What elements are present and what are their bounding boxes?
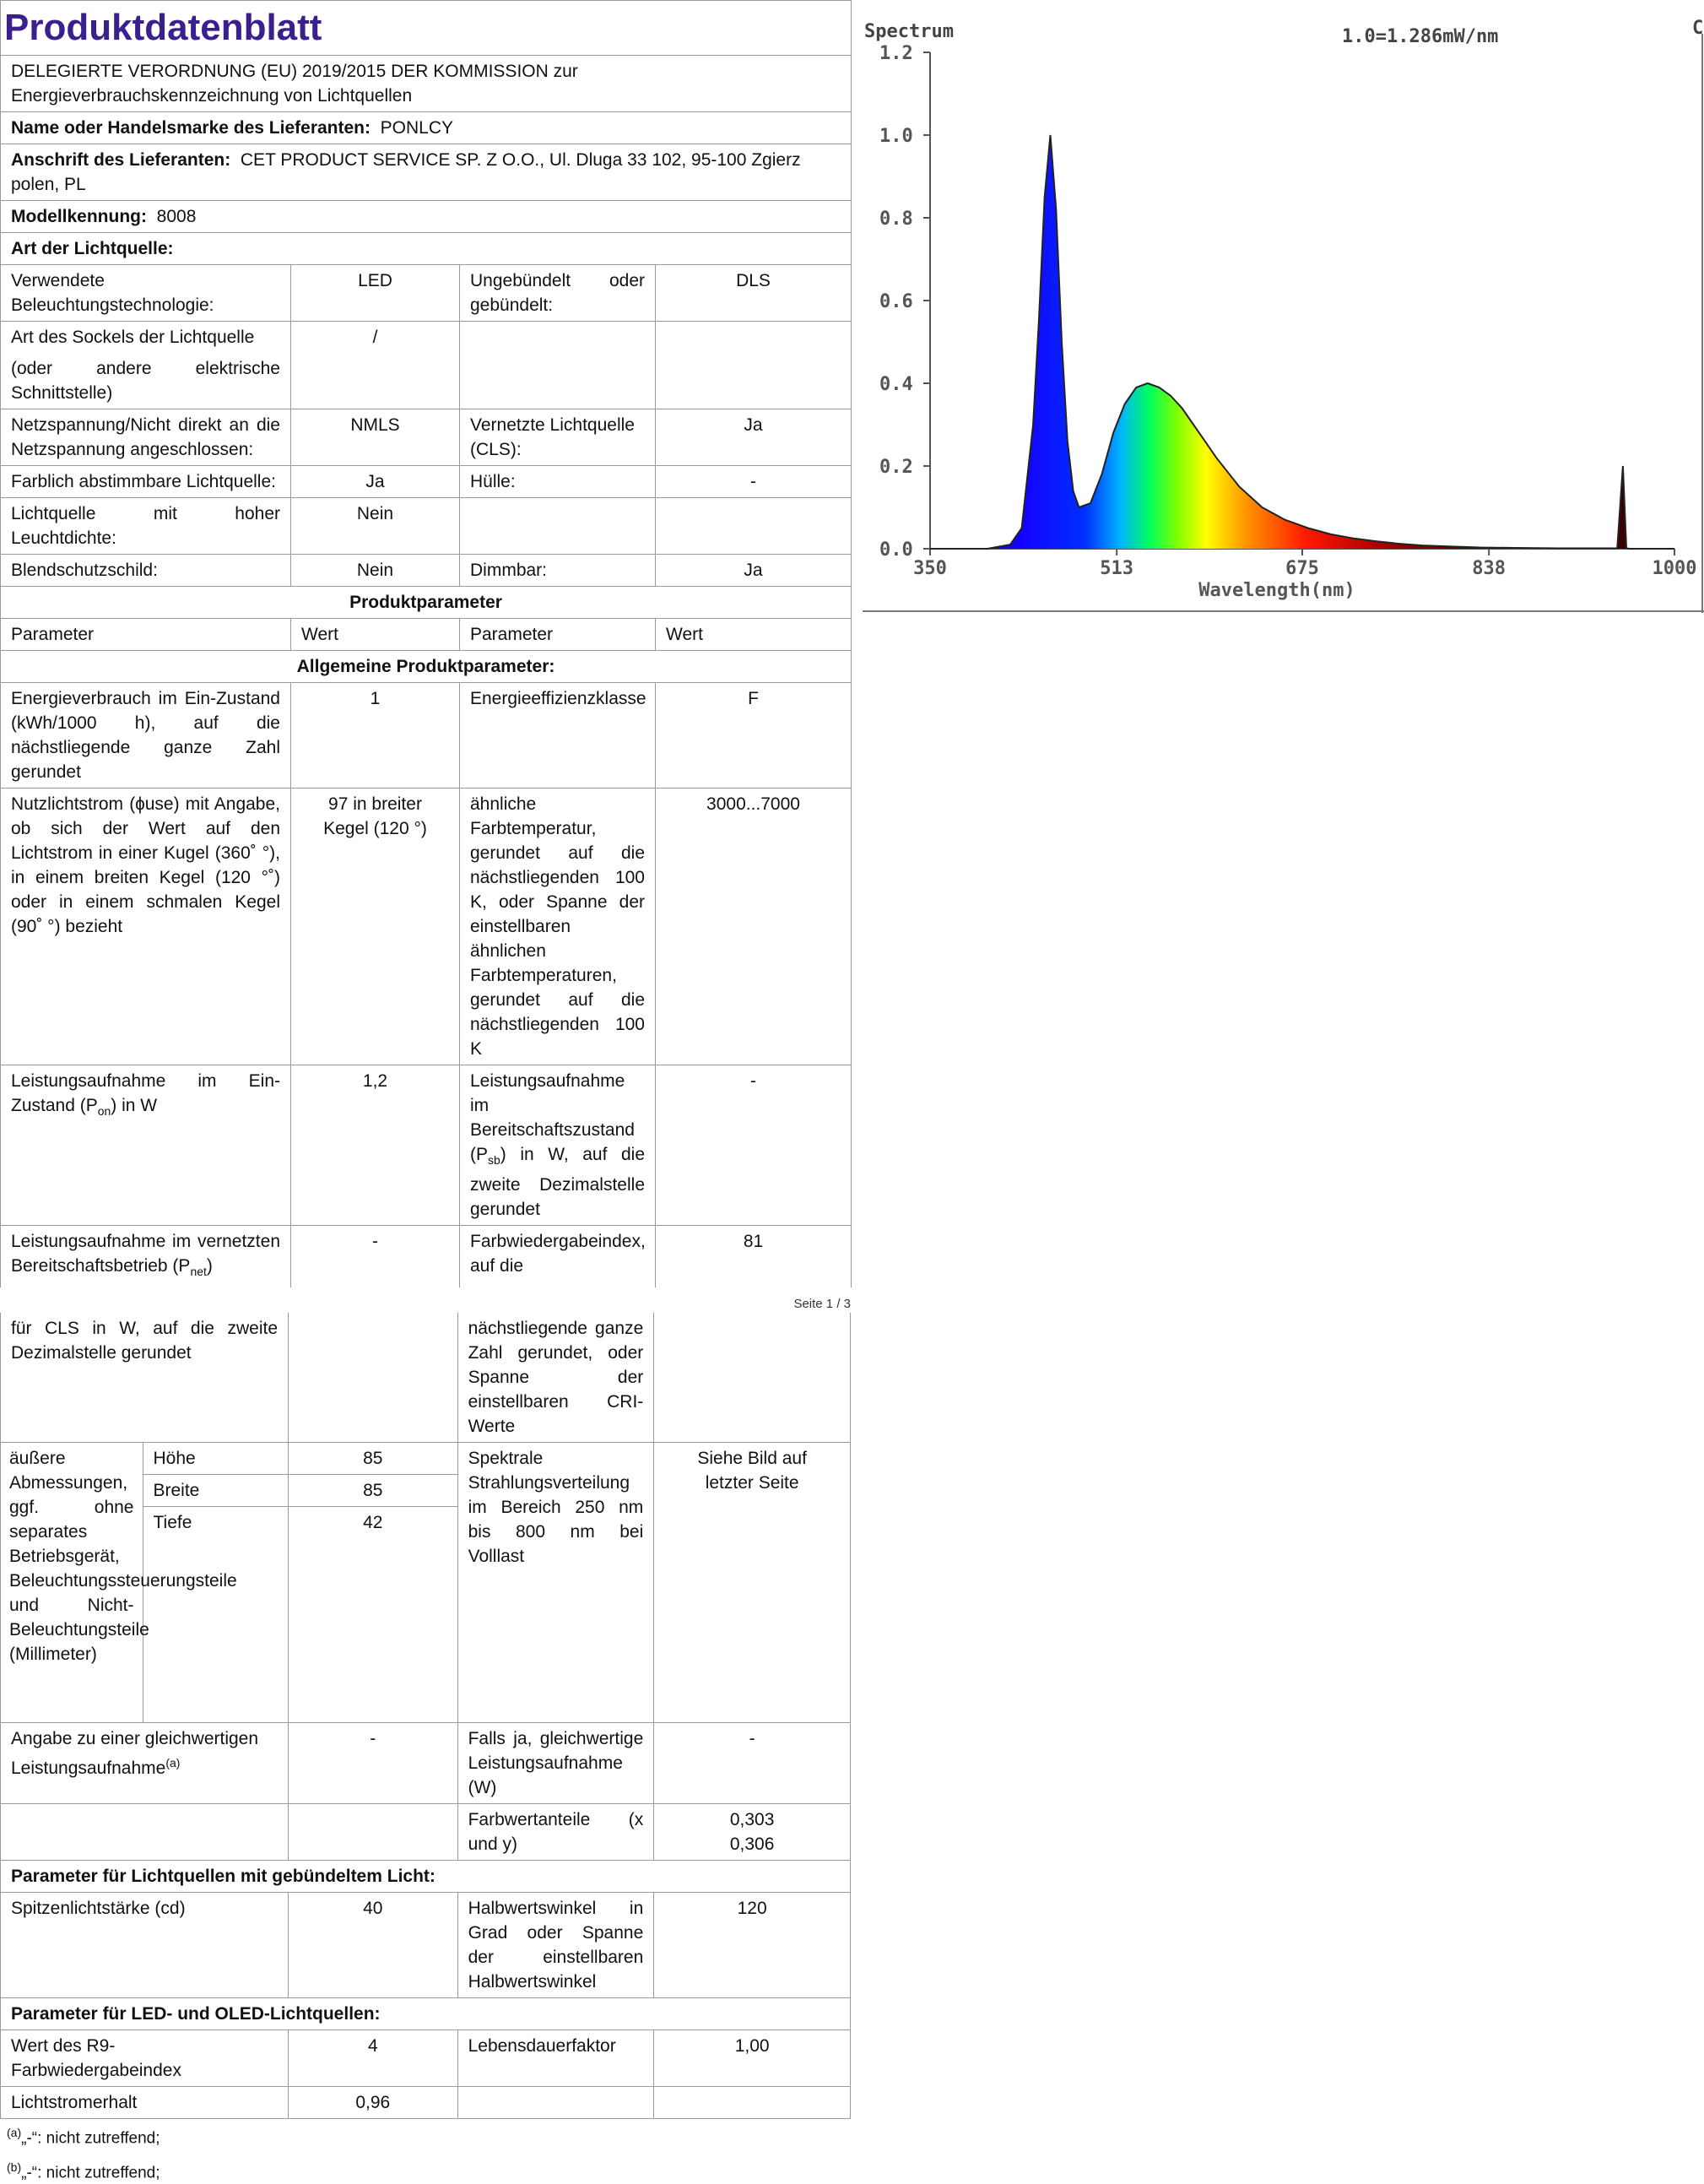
column-header: Wert	[291, 619, 460, 651]
param-cell	[457, 2087, 654, 2119]
param-cell: Blendschutzschild:	[1, 555, 291, 587]
value-cell: Nein	[291, 555, 460, 587]
y-tick-label: 1.0	[879, 126, 913, 147]
table-row	[1, 322, 852, 409]
value-cell: 97 in breiter Kegel (120 °)	[291, 789, 460, 1065]
page-title: Produktdatenblatt	[1, 1, 852, 56]
datasheet-page-2	[0, 1313, 851, 2184]
value-cell: -	[289, 1723, 458, 1804]
dim-value: 85	[289, 1475, 458, 1507]
address-row	[1, 144, 852, 201]
subscript: net	[190, 1265, 207, 1279]
regulation-text: DELEGIERTE VERORDNUNG (EU) 2019/2015 DER KOMMISSION zur Energieverbrauchskennzeichnung von Lichtquellen	[1, 56, 852, 112]
value-cell: -	[654, 1723, 851, 1804]
footnote	[7, 2122, 851, 2149]
column-header: Parameter	[1, 619, 291, 651]
y-tick-label: 0.2	[879, 457, 913, 478]
table-row	[1, 1443, 851, 1475]
table-row	[1, 1313, 851, 1443]
param-cell: Dimmbar:	[460, 555, 656, 587]
x-tick-label: 1000	[1652, 558, 1697, 579]
param-cell: ähnliche Farbtemperatur, gerundet auf die nächstliegenden 100 K, oder Spanne der einstellbaren ähnlichen Farbtemperaturen, gerundet auf die nächstliegenden 100 K	[460, 789, 656, 1065]
spectrum-svg	[863, 8, 1704, 613]
model-row	[1, 201, 852, 233]
param-cell: Vernetzte Lichtquelle (CLS):	[460, 409, 656, 466]
value-cell	[654, 2087, 851, 2119]
footnote-ref: (a)	[165, 1756, 181, 1769]
x-tick-label: 513	[1100, 558, 1134, 579]
param-text: (oder andere elektrische Schnittstelle)	[11, 359, 280, 403]
param-text: ) in W, auf die zweite Dezimalstelle gerundet	[470, 1145, 645, 1220]
y-tick-label: 0.8	[879, 209, 913, 230]
param-cell: Farbwiedergabeindex, auf die	[460, 1226, 656, 1288]
param-cell: Energieeffizienzklasse	[460, 683, 656, 789]
chart-title: Spectrum	[864, 21, 954, 42]
param-text: Leistungsaufnahme im Ein-Zustand (P	[11, 1071, 280, 1115]
table-row	[1, 265, 852, 322]
param-cell: Farblich abstimmbare Lichtquelle:	[1, 466, 291, 498]
param-cell: Wert des R9-Farbwiedergabeindex	[1, 2030, 289, 2087]
table-row	[1, 1065, 852, 1226]
value-cell: Ja	[656, 555, 852, 587]
param-text: Angabe zu einer gleichwertigen Leistungsaufnahme	[11, 1729, 259, 1778]
param-cell: Ungebündelt oder gebündelt:	[460, 265, 656, 322]
param-cell: für CLS in W, auf die zweite Dezimalstelle gerundet	[1, 1313, 289, 1443]
subscript: on	[97, 1104, 111, 1119]
param-cell	[460, 322, 656, 409]
footnote-mark: (a)	[7, 2126, 22, 2139]
table-row	[1, 409, 852, 466]
y-tick-label: 0.6	[879, 291, 913, 312]
dim-value: 85	[289, 1443, 458, 1475]
chart-corner-label: C	[1692, 18, 1704, 39]
table-row	[1, 1804, 851, 1861]
param-cell: Falls ja, gleichwertige Leistungsaufnahme (W)	[457, 1723, 654, 1804]
address-value: CET PRODUCT SERVICE SP. Z O.O., Ul. Dluga 33 102, 95-100 Zgierz polen, PL	[11, 150, 801, 194]
value-cell: 81	[656, 1226, 852, 1288]
empty-cell	[143, 1538, 289, 1723]
param-cell: Lichtstromerhalt	[1, 2087, 289, 2119]
value-cell: Ja	[291, 466, 460, 498]
led-heading: Parameter für LED- und OLED-Lichtquellen:	[1, 1998, 851, 2030]
param-cell: Spitzenlichtstärke (cd)	[1, 1893, 289, 1998]
param-text: Art des Sockels der Lichtquelle	[11, 328, 255, 347]
empty-cell	[289, 1538, 458, 1723]
dim-name: Breite	[143, 1475, 289, 1507]
table-row	[1, 498, 852, 555]
chart-annotation: 1.0=1.286mW/nm	[1342, 26, 1499, 47]
value-cell: 0,96	[289, 2087, 458, 2119]
value-cell: 3000...7000	[656, 789, 852, 1065]
param-text: Leistungsaufnahme im Bereitschaftszustand (P	[470, 1071, 635, 1164]
value-cell: F	[656, 683, 852, 789]
param-cell	[1, 1065, 291, 1226]
dim-name: Höhe	[143, 1443, 289, 1475]
value-cell: DLS	[656, 265, 852, 322]
subscript: sb	[488, 1153, 500, 1168]
table-row	[1, 555, 852, 587]
chroma-y: 0,306	[729, 1834, 775, 1854]
empty-cell	[289, 1804, 458, 1861]
footnote-mark: (b)	[7, 2160, 22, 2175]
table-row	[1, 1226, 852, 1288]
footnote-text: „-“: nicht zutreffend;	[21, 2129, 160, 2148]
x-tick-label: 675	[1285, 558, 1319, 579]
value-cell: 1,00	[654, 2030, 851, 2087]
value-cell: -	[656, 1065, 852, 1226]
y-tick-label: 1.2	[879, 43, 913, 64]
table-row	[1, 683, 852, 789]
param-text: )	[206, 1256, 213, 1276]
address-label: Anschrift des Lieferanten:	[11, 150, 231, 170]
supplier-label: Name oder Handelsmarke des Lieferanten:	[11, 118, 371, 138]
table-row	[1, 1723, 851, 1804]
value-cell: 40	[289, 1893, 458, 1998]
supplier-value: PONLCY	[380, 118, 454, 138]
param-cell: Lichtquelle mit hoher Leuchtdichte:	[1, 498, 291, 555]
datasheet-page-1	[0, 0, 851, 1287]
dim-name: Tiefe	[143, 1507, 289, 1539]
datasheet-table-1	[0, 0, 852, 1287]
param-cell: Netzspannung/Nicht direkt an die Netzspannung angeschlossen:	[1, 409, 291, 466]
type-heading: Art der Lichtquelle:	[1, 233, 852, 265]
x-tick-label: 350	[913, 558, 947, 579]
value-cell: -	[291, 1226, 460, 1288]
empty-cell	[1, 1804, 289, 1861]
model-label: Modellkennung:	[11, 207, 147, 226]
x-tick-label: 838	[1472, 558, 1507, 579]
param-cell	[460, 498, 656, 555]
value-cell	[289, 1313, 458, 1443]
value-cell: 1,2	[291, 1065, 460, 1226]
value-cell: 1	[291, 683, 460, 789]
param-cell: Spektrale Strahlungsverteilung im Bereich 250 nm bis 800 nm bei Volllast	[457, 1443, 654, 1723]
directional-heading: Parameter für Lichtquellen mit gebündeltem Licht:	[1, 1861, 851, 1893]
table-row	[1, 1893, 851, 1998]
general-heading: Allgemeine Produktparameter:	[1, 651, 852, 683]
value-cell: /	[291, 322, 460, 409]
value-cell: LED	[291, 265, 460, 322]
param-cell: Hülle:	[460, 466, 656, 498]
value-cell: 4	[289, 2030, 458, 2087]
chroma-x: 0,303	[729, 1810, 775, 1829]
column-header: Wert	[656, 619, 852, 651]
param-cell: nächstliegende ganze Zahl gerundet, oder Spanne der einstellbaren CRI-Werte	[457, 1313, 654, 1443]
value-cell: NMLS	[291, 409, 460, 466]
table-row	[1, 2030, 851, 2087]
supplier-row	[1, 112, 852, 144]
x-axis-label: Wavelength(nm)	[1198, 580, 1355, 601]
column-header: Parameter	[460, 619, 656, 651]
param-cell: Halbwertswinkel in Grad oder Spanne der einstellbaren Halbwertswinkel	[457, 1893, 654, 1998]
model-value: 8008	[156, 207, 197, 226]
param-cell: Lebensdauerfaktor	[457, 2030, 654, 2087]
spectrum-chart	[863, 8, 1704, 613]
footnote-text: „-“: nicht zutreffend;	[21, 2164, 160, 2182]
param-text: ) in W	[111, 1096, 158, 1115]
param-cell	[1, 1723, 289, 1804]
value-cell	[654, 1804, 851, 1861]
value-cell	[656, 322, 852, 409]
value-cell	[654, 1313, 851, 1443]
footnote	[7, 2157, 851, 2183]
product-params-heading: Produktparameter	[1, 587, 852, 619]
param-cell: Verwendete Beleuchtungstechnologie:	[1, 265, 291, 322]
value-cell: 120	[654, 1893, 851, 1998]
param-cell	[1, 322, 291, 409]
param-cell: Energieverbrauch im Ein-Zustand (kWh/1000 h), auf die nächstliegende ganze Zahl gerundet	[1, 683, 291, 789]
param-cell: Nutzlichtstrom (ɸuse) mit Angabe, ob sich der Wert auf den Lichtstrom in einer Kugel (360˚ °), in einem breiten Kegel (120 °˚) oder in einem schmalen Kegel (90˚ °) bezieht	[1, 789, 291, 1065]
value-cell: -	[656, 466, 852, 498]
dimensions-label: äußere Abmessungen, ggf. ohne separates Betriebsgerät, Beleuchtungssteuerungsteile und Nicht-Beleuchtungsteile (Millimeter)	[1, 1443, 143, 1723]
table-row	[1, 2087, 851, 2119]
value-cell: Ja	[656, 409, 852, 466]
value-cell	[656, 498, 852, 555]
param-text: Leistungsaufnahme im vernetzten Bereitschaftsbetrieb (P	[11, 1232, 280, 1276]
table-row	[1, 789, 852, 1065]
y-tick-label: 0.0	[879, 539, 913, 561]
column-header-row	[1, 619, 852, 651]
value-cell: Nein	[291, 498, 460, 555]
param-cell: Farbwertanteile (x und y)	[457, 1804, 654, 1861]
datasheet-table-2	[0, 1313, 851, 2119]
table-row	[1, 466, 852, 498]
param-cell	[460, 1065, 656, 1226]
dim-value: 42	[289, 1507, 458, 1539]
page-number: Seite 1 / 3	[793, 1297, 851, 1311]
value-cell: Siehe Bild auf letzter Seite	[654, 1443, 851, 1723]
y-tick-label: 0.4	[879, 374, 913, 395]
param-cell	[1, 1226, 291, 1288]
